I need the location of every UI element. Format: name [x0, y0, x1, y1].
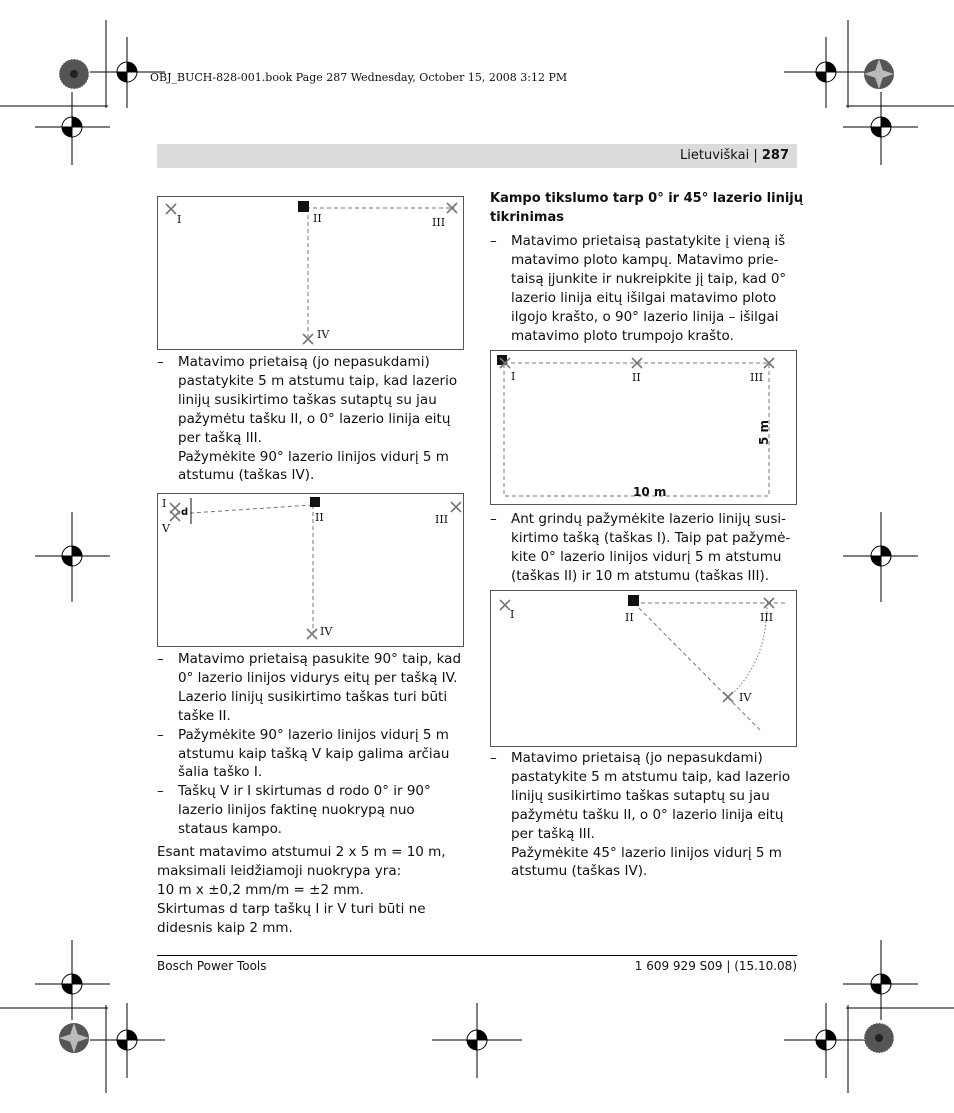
text-line: šalia taško I.: [178, 764, 263, 781]
text-line: Matavimo prietaisą pasukite 90° taip, kad: [178, 651, 462, 667]
label-five-m: 5 m: [757, 419, 771, 445]
text-line: 0° lazerio linijos vidurys eitų per tašką IV.: [178, 669, 458, 686]
text-line: (taškas II) ir 10 m atstumu (taškas III).: [511, 567, 770, 584]
header-separator: |: [753, 148, 758, 163]
header-text: [680, 148, 789, 163]
text-line: taisą įjunkite ir nukreipkite jį taip, kad 0°: [511, 270, 787, 287]
text-line: kirtimo tašką (taškas I). Taip pat pažymė-: [511, 529, 791, 546]
footer-rule: [157, 955, 797, 956]
page-number: 287: [761, 148, 789, 163]
text-line: Matavimo prietaisą (jo nepasukdami): [511, 750, 763, 766]
text-line: per tašką III.: [511, 825, 595, 842]
text-line: pažymėtu tašku II, o 0° lazerio linija eitų: [178, 410, 451, 427]
label-ii: II: [625, 611, 634, 624]
header-language: Lietuviškai: [680, 148, 750, 163]
label-iv: IV: [320, 625, 333, 638]
label-ten-m: 10 m: [633, 485, 667, 499]
label-v: V: [162, 522, 170, 535]
text-line: Pažymėkite 90° lazerio linijos vidurį 5 m: [178, 726, 449, 743]
label-d: d: [181, 507, 189, 518]
text-line: Pažymėkite 90° lazerio linijos vidurį 5 m: [178, 448, 449, 465]
label-iii: III: [750, 371, 764, 384]
text-line: didesnis kaip 2 mm.: [157, 919, 293, 936]
cross-mark-iii: [451, 502, 461, 512]
text-line: pastatykite 5 m atstumu taip, kad lazerio: [511, 768, 791, 785]
text-line: linijų susikirtimo taškas sutaptų su jau: [178, 391, 437, 408]
text-line: lazerio linijos faktinę nuokrypą nuo: [178, 802, 415, 819]
left-block-1: [157, 353, 457, 485]
diagram-step-1: [157, 196, 464, 350]
cross-mark-iv: [723, 692, 733, 702]
text-line: per tašką III.: [178, 429, 262, 446]
text-line: Lazerio linijų susikirtimo taškas turi būti: [178, 688, 448, 705]
text-line: atstumu kaip tašką V kaip galima arčiau: [178, 745, 450, 762]
print-stamp: OBJ_BUCH-828-001.book Page 287 Wednesday, October 15, 2008 3:12 PM: [150, 71, 568, 84]
text-line: Skirtumas d tarp taškų I ir V turi būti ne: [157, 900, 426, 917]
text-line: Pažymėkite 45° lazerio linijos vidurį 5 m: [511, 844, 782, 861]
text-line: matavimo ploto trumpojo krašto.: [511, 327, 734, 344]
label-iv: IV: [317, 328, 330, 341]
cross-mark-v: [170, 511, 180, 521]
diagram-measuring-area: [490, 350, 797, 505]
footer-publisher: Bosch Power Tools: [157, 959, 267, 973]
text-line: atstumu (taškas IV).: [511, 863, 648, 880]
dash-marker: –: [490, 750, 497, 766]
right-block-1: [490, 232, 800, 345]
heading-line: Kampo tikslumo tarp 0° ir 45° lazerio linijų: [490, 191, 804, 206]
text-line: ilgojo krašto, o 90° lazerio linija – išilgai: [511, 308, 779, 325]
dash-marker: –: [157, 726, 164, 743]
right-block-3: [490, 749, 800, 881]
diagram-step-2: [157, 493, 464, 647]
dash-marker: –: [490, 511, 497, 527]
dash-marker: –: [157, 354, 164, 370]
text-line: linijų susikirtimo taškas sutaptų su jau: [511, 787, 770, 804]
text-line: Ant grindų pažymėkite lazerio linijų susi-: [511, 511, 786, 527]
left-paragraph: [157, 843, 457, 938]
cross-mark-i: [500, 600, 510, 610]
heading-line: tikrinimas: [490, 209, 564, 225]
text-line: matavimo ploto kampų. Matavimo prie-: [511, 251, 779, 268]
text-line: pažymėtu tašku II, o 0° lazerio linija eitų: [511, 806, 784, 823]
dash-marker: –: [490, 233, 497, 249]
label-ii: II: [632, 371, 641, 384]
section-heading: [490, 190, 804, 227]
text-line: taške II.: [178, 707, 231, 724]
left-block-2: [157, 650, 462, 839]
text-line: pastatykite 5 m atstumu taip, kad lazerio: [178, 372, 458, 389]
label-i: I: [510, 608, 515, 621]
cross-mark-iii: [764, 598, 774, 608]
label-i: I: [162, 497, 167, 510]
cross-mark-iv: [307, 629, 317, 639]
text-line: atstumu (taškas IV).: [178, 467, 315, 484]
text-line: maksimali leidžiamoji nuokrypa yra:: [157, 862, 402, 879]
page-header: [157, 144, 797, 168]
label-ii: II: [313, 212, 322, 225]
diagram-45-degree: [490, 590, 797, 747]
label-i: I: [511, 370, 516, 383]
label-iii: III: [435, 513, 449, 526]
dash-marker: –: [157, 651, 164, 667]
label-iv: IV: [739, 691, 752, 704]
text-line: Matavimo prietaisą (jo nepasukdami): [178, 354, 430, 370]
right-block-2: [490, 510, 800, 586]
label-iii: III: [432, 216, 446, 229]
text-line: kite 0° lazerio linijos vidurį 5 m atstumu: [511, 548, 782, 565]
text-line: Matavimo prietaisą pastatykite į vieną iš: [511, 233, 786, 249]
text-line: stataus kampo.: [178, 821, 282, 838]
text-line: Esant matavimo atstumui 2 x 5 m = 10 m,: [157, 844, 446, 860]
text-line: Taškų V ir I skirtumas d rodo 0° ir 90°: [178, 783, 431, 800]
dash-marker: –: [157, 783, 164, 800]
cross-mark-i: [166, 204, 176, 214]
label-i: I: [177, 213, 182, 226]
label-iii: III: [760, 611, 774, 624]
text-line: 10 m x ±0,2 mm/m = ±2 mm.: [157, 881, 364, 898]
label-ii: II: [315, 511, 324, 524]
footer-doc-id: 1 609 929 S09 | (15.10.08): [634, 959, 797, 973]
text-line: lazerio linija eitų išilgai matavimo ploto: [511, 289, 777, 306]
